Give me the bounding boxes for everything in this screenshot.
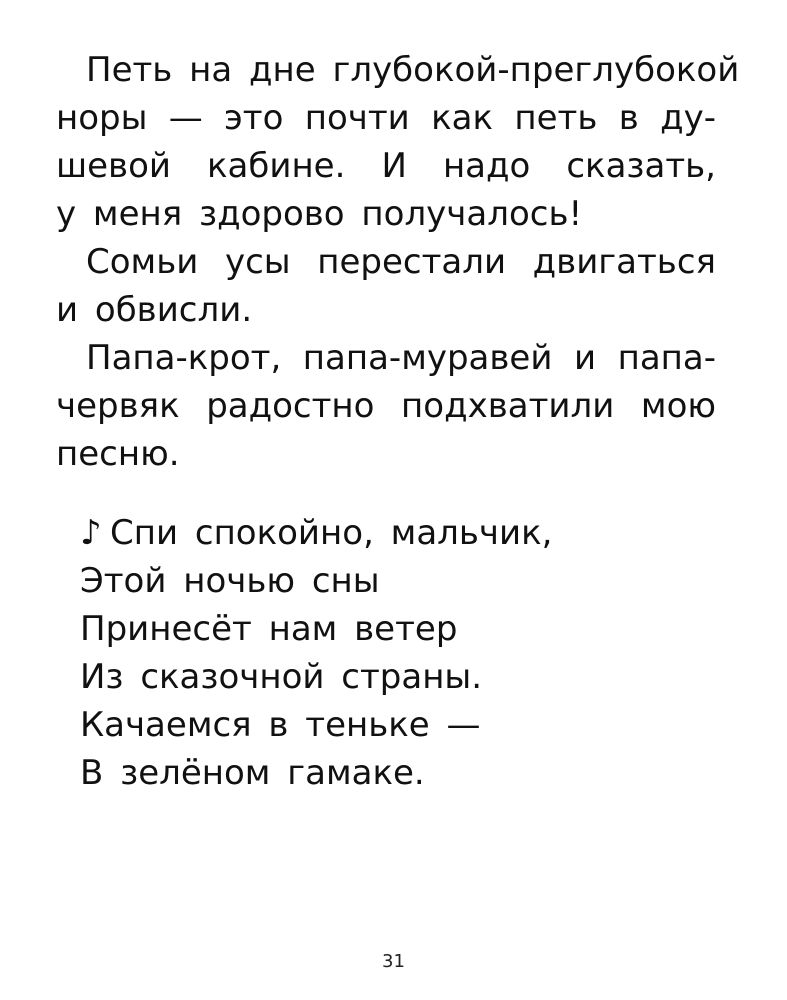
- paragraph: [56, 334, 716, 478]
- page-number: 31: [382, 951, 405, 972]
- text-line: песню.: [56, 434, 180, 474]
- text-line: червяк радостно подхватили мою: [56, 386, 716, 426]
- text-line: Сомьи усы перестали двигаться: [86, 242, 716, 282]
- music-note-icon: ♪: [80, 513, 102, 553]
- text-line: норы — это почти как петь в ду-: [56, 98, 716, 138]
- song-line: Из сказочной страны.: [80, 657, 483, 697]
- song-lyrics: [80, 509, 552, 797]
- text-line: Папа-крот, папа-муравей и папа-: [86, 338, 716, 378]
- paragraph: [56, 46, 740, 238]
- song-line: Принесёт нам ветер: [80, 609, 458, 649]
- text-line: у меня здорово получалось!: [56, 194, 583, 234]
- text-line: Петь на дне глубокой-преглубокой: [86, 50, 740, 90]
- song-line: [80, 509, 552, 557]
- song-line: В зелёном гамаке.: [80, 753, 425, 793]
- song-line-text: Спи спокойно, мальчик,: [110, 513, 553, 553]
- song-line: Этой ночью сны: [80, 561, 380, 601]
- paragraph: [56, 238, 716, 334]
- prose-text: [56, 46, 740, 478]
- text-line: шевой кабине. И надо сказать,: [56, 146, 716, 186]
- text-line: и обвисли.: [56, 290, 253, 330]
- song-line: Качаемся в теньке —: [80, 705, 481, 745]
